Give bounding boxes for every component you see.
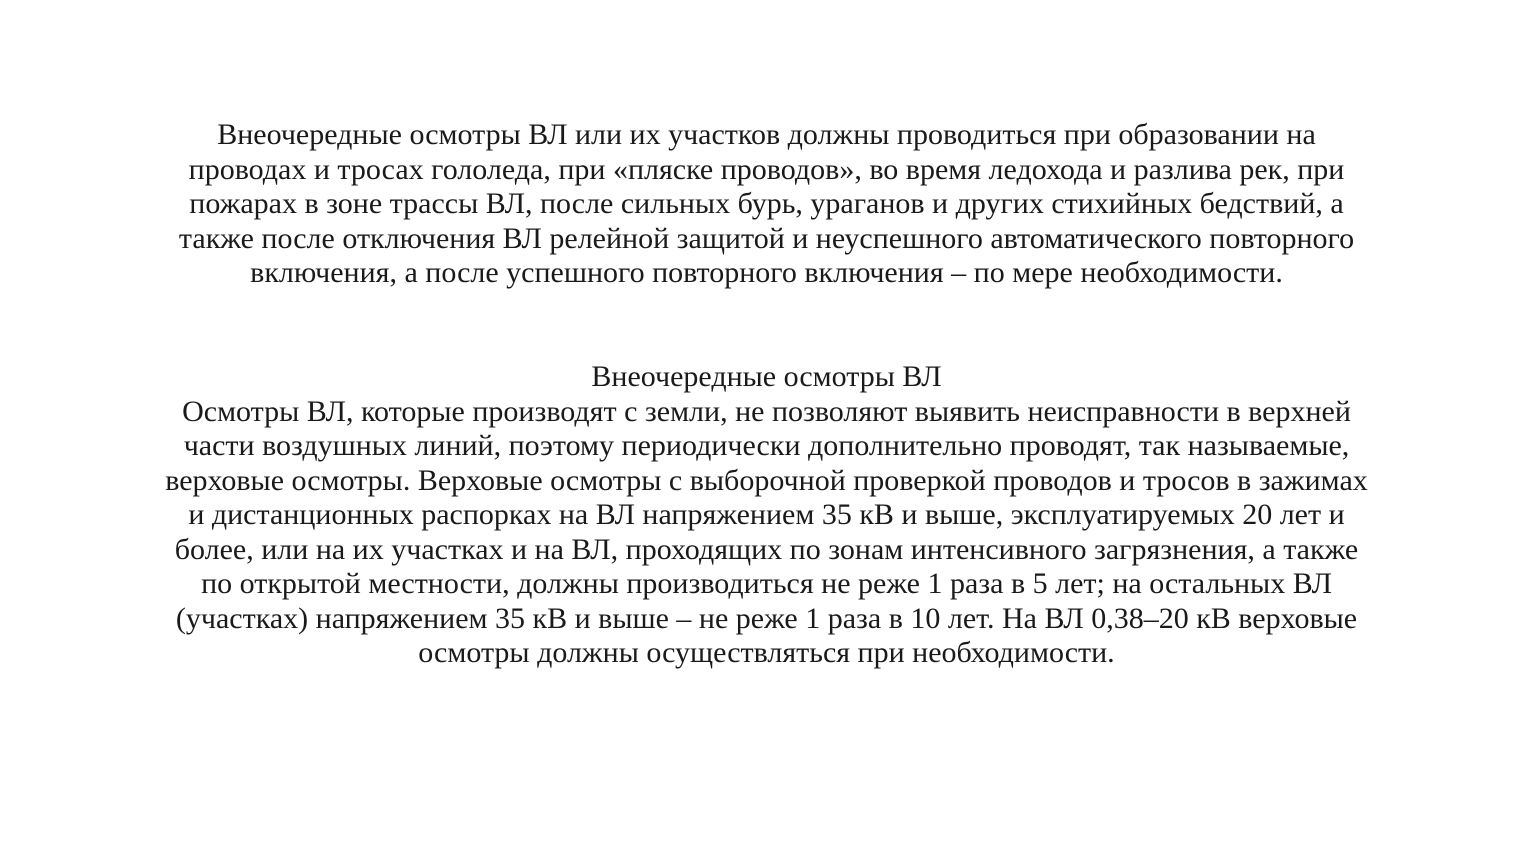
text-line: включения, а после успешного повторного включения – по мере необходимости. [250,256,1283,289]
text-line: и дистанционных распорках на ВЛ напряжением 35 кВ и выше, эксплуатируемых 20 лет и [188,498,1345,531]
text-line: по открытой местности, должны производиться не реже 1 раза в 5 лет; на остальных ВЛ [201,567,1332,600]
paragraph-overhead-inspections [100,360,1433,671]
text-line: Внеочередные осмотры ВЛ или их участков должны проводиться при образовании на [217,118,1316,151]
text-line: пожарах в зоне трассы ВЛ, после сильных бурь, ураганов и других стихийных бедствий, а [189,187,1344,220]
text-line: части воздушных линий, поэтому периодически дополнительно проводят, так называемые, [183,429,1350,462]
text-line: проводах и тросах гололеда, при «пляске проводов», во время ледохода и разлива рек, при [188,152,1345,186]
text-line: (участках) напряжением 35 кВ и выше – не реже 1 раза в 10 лет. На ВЛ 0,38–20 кВ верховые [175,601,1358,635]
text-line: верховые осмотры. Верховые осмотры с выборочной проверкой проводов и тросов в зажимах [165,463,1368,497]
text-line: осмотры должны осуществляться при необходимости. [418,636,1115,669]
section-heading: Внеочередные осмотры ВЛ [591,360,942,393]
paragraph-extraordinary-inspections [100,118,1433,291]
text-line: также после отключения ВЛ релейной защитой и неуспешного автоматического повторного [178,221,1355,255]
text-line: Осмотры ВЛ, которые производят с земли, не позволяют выявить неисправности в верхней [182,394,1351,428]
text-line: более, или на их участках и на ВЛ, проходящих по зонам интенсивного загрязнения, а также [174,532,1359,566]
